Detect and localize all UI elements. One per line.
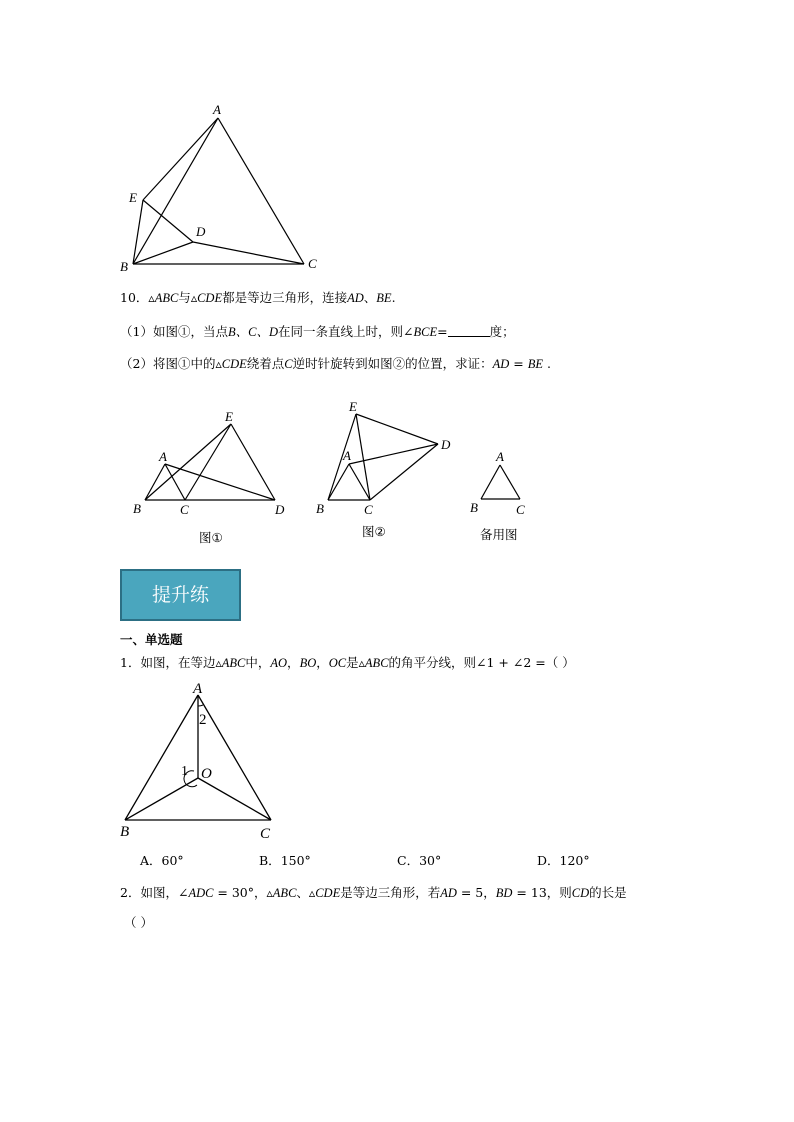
answer-blank[interactable] — [448, 324, 490, 337]
fig2-label-e: E — [349, 399, 357, 414]
q1-label-o: O — [201, 766, 212, 782]
q1-option-b[interactable]: B．150° — [259, 853, 311, 868]
q1-option-d[interactable]: D．120° — [537, 853, 590, 868]
fig3-label-b: B — [470, 500, 478, 515]
fig1-caption: 图① — [199, 530, 223, 545]
fig1-label-b: B — [133, 501, 141, 516]
q1-label-one: 1 — [181, 764, 188, 779]
q1-option-a[interactable]: A．60° — [140, 853, 184, 868]
fig2-caption: 图② — [362, 524, 386, 539]
fig1-label-d: D — [275, 502, 285, 517]
fig3-label-a: A — [496, 449, 504, 464]
fig3-label-c: C — [516, 502, 525, 517]
label-c: C — [308, 256, 317, 271]
fig2-label-c: C — [364, 502, 373, 517]
q2-paren: （ ） — [124, 915, 153, 930]
q1-label-b: B — [120, 824, 130, 840]
fig2-label-b: B — [316, 501, 324, 516]
q10-part1: （1）如图①，当点B、C、D在同一条直线上时，则∠BCE= 度； — [120, 324, 515, 339]
q1-label-two: 2 — [199, 712, 207, 728]
q2-stem: 2．如图，∠ADC = 30°，▵ABC、▵CDE是等边三角形，若AD = 5，BD = 13，则CD的长是 — [120, 885, 627, 900]
fig1-label-a: A — [159, 449, 167, 464]
fig3-caption: 备用图 — [480, 527, 518, 542]
q1-stem: 1．如图，在等边▵ABC中，AO，BO，OC是▵ABC的角平分线，则∠1 + ∠2 =（ ） — [120, 655, 575, 670]
q1-option-c[interactable]: C．30° — [397, 853, 442, 868]
label-a: A — [213, 102, 221, 117]
q1-label-c: C — [260, 826, 271, 842]
section-heading: 一、单选题 — [120, 632, 183, 647]
q10-stem: 10．▵ABC与▵CDE都是等边三角形，连接AD、BE. — [120, 290, 396, 305]
fig2-label-d: D — [441, 437, 451, 452]
q1-label-a: A — [193, 681, 203, 697]
label-d: D — [196, 224, 206, 239]
fig1-label-e: E — [225, 409, 233, 424]
q10-part2: （2）将图①中的▵CDE绕着点C逆时针旋转到如图②的位置，求证：AD = BE . — [120, 356, 551, 371]
fig2-label-a: A — [343, 448, 351, 463]
label-b: B — [120, 259, 128, 274]
section-banner: 提升练 — [120, 569, 241, 621]
fig1-label-c: C — [180, 502, 189, 517]
label-e: E — [129, 190, 137, 205]
